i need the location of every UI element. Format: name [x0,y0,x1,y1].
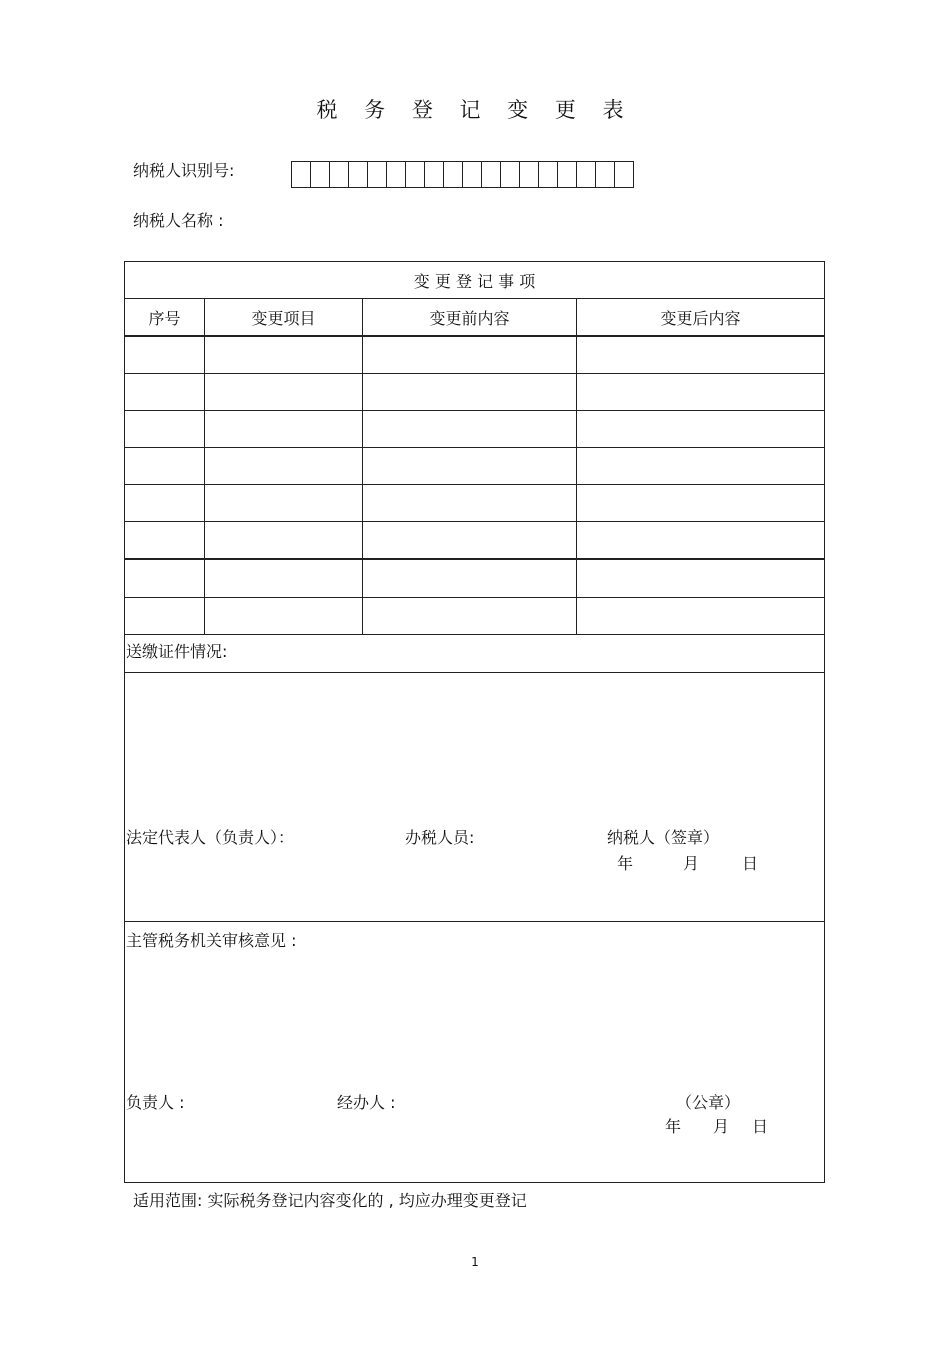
taxpayer-id-cell[interactable] [405,161,425,188]
date-month: 月 [713,1117,730,1136]
date-year: 年 [617,854,634,873]
taxpayer-id-cell[interactable] [291,161,311,188]
date-day: 日 [752,1117,769,1136]
date-year: 年 [665,1117,682,1136]
column-divider [362,298,363,634]
divider [125,921,824,922]
divider [125,521,824,522]
official-seal-label: （公章） [676,1093,741,1112]
section-title: 变 更 登 记 事 项 [413,272,536,291]
taxpayer-id-label: 纳税人识别号: [133,161,235,180]
change-registration-form [124,261,825,1183]
handler-label: 经办人 : [337,1093,396,1112]
taxpayer-id-cell[interactable] [538,161,558,188]
column-header-seq: 序号 [148,309,181,328]
documents-label: 送缴证件情况: [126,642,228,661]
form-title: 税 务 登 记 变 更 表 [316,98,634,122]
divider [125,484,824,485]
taxpayer-id-cell[interactable] [500,161,520,188]
divider [125,558,824,560]
footer-note: 适用范围: 实际税务登记内容变化的 , 均应办理变更登记 [133,1191,527,1210]
taxpayer-id-cell[interactable] [348,161,368,188]
taxpayer-id-cell[interactable] [595,161,615,188]
taxpayer-id-cell[interactable] [329,161,349,188]
date-month: 月 [683,854,700,873]
divider [125,672,824,673]
divider [125,447,824,448]
tax-officer-label: 办税人员: [405,828,475,847]
column-divider [576,298,577,634]
divider [125,373,824,374]
taxpayer-id-cell[interactable] [443,161,463,188]
divider [125,410,824,411]
taxpayer-seal-label: 纳税人（签章） [607,828,720,847]
taxpayer-id-cell[interactable] [614,161,634,188]
taxpayer-id-cell[interactable] [519,161,539,188]
authority-opinion-label: 主管税务机关审核意见 : [126,931,297,950]
legal-representative-label: 法定代表人（负责人）： [126,828,295,847]
taxpayer-id-cell[interactable] [462,161,482,188]
taxpayer-id-cell[interactable] [310,161,330,188]
column-header-before: 变更前内容 [429,309,510,328]
taxpayer-id-cell[interactable] [481,161,501,188]
responsible-person-label: 负责人 : [126,1093,185,1112]
taxpayer-id-cell[interactable] [576,161,596,188]
date-day: 日 [742,854,759,873]
taxpayer-id-cell[interactable] [424,161,444,188]
taxpayer-id-cell[interactable] [557,161,577,188]
taxpayer-name-label: 纳税人名称 : [133,211,224,230]
taxpayer-id-cell[interactable] [386,161,406,188]
divider [125,597,824,598]
taxpayer-id-boxes[interactable] [292,161,634,188]
divider [125,298,824,299]
column-header-after: 变更后内容 [660,309,741,328]
divider [125,335,824,337]
taxpayer-id-cell[interactable] [367,161,387,188]
column-divider [204,298,205,634]
page-number: 1 [471,1255,479,1269]
column-header-item: 变更项目 [251,309,316,328]
divider [125,634,824,635]
